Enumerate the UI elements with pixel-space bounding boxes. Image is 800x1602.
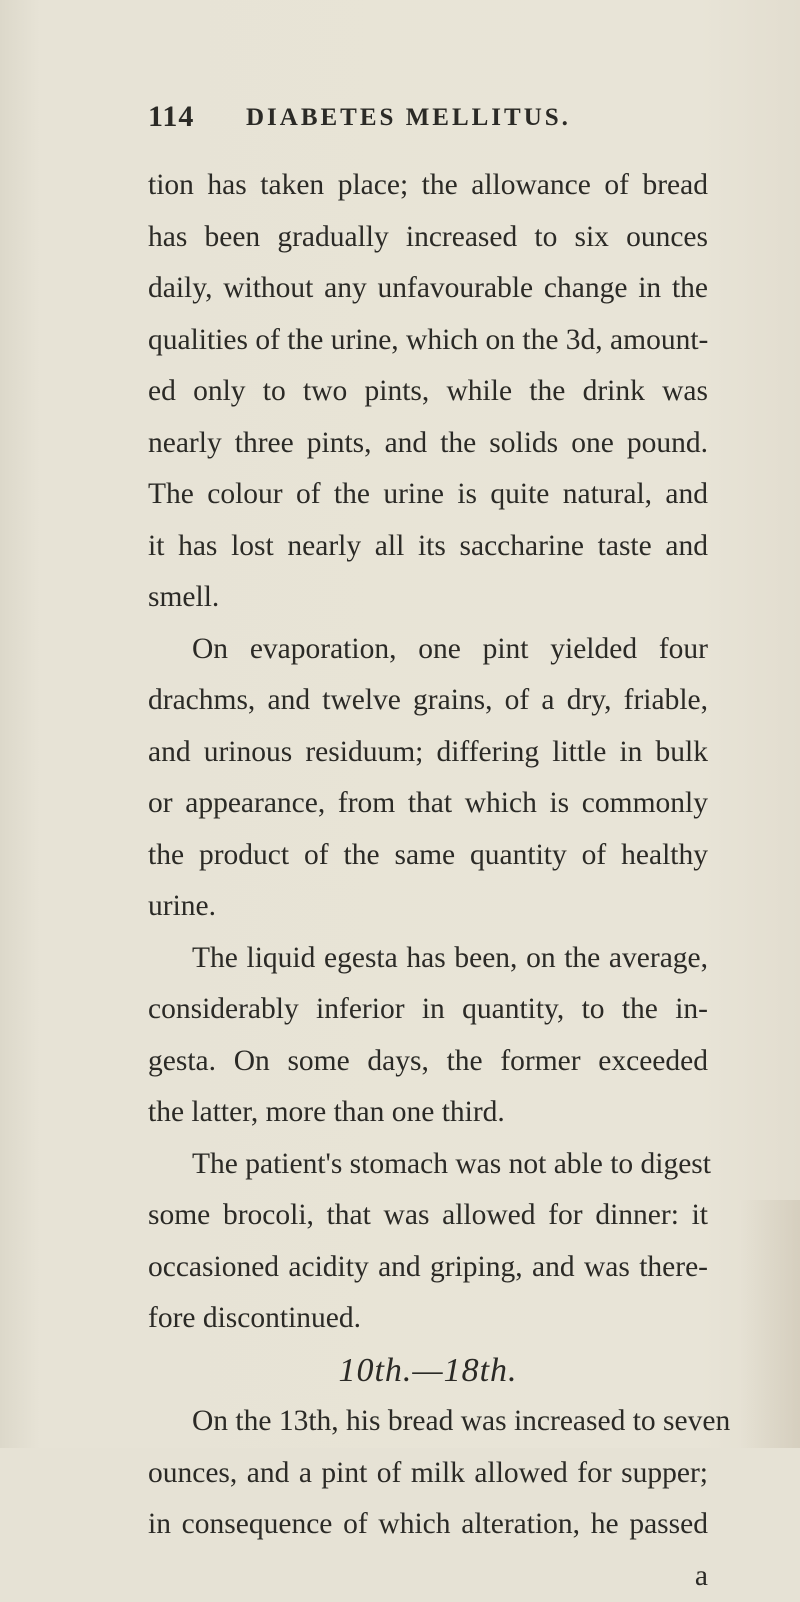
text-line: it has lost nearly all its saccharine taste and: [148, 521, 708, 573]
text-line: occasioned acidity and griping, and was there-: [148, 1242, 708, 1294]
paragraph-end-line: smell.: [148, 572, 708, 624]
text-line: drachms, and twelve grains, of a dry, friable,: [148, 675, 708, 727]
paragraph-start-line: The patient's stomach was not able to digest: [148, 1139, 708, 1191]
text-line: ed only to two pints, while the drink was: [148, 366, 708, 418]
paragraph-end-line: fore discontinued.: [148, 1293, 708, 1345]
text-line: has been gradually increased to six ounces: [148, 212, 708, 264]
running-title: DIABETES MELLITUS.: [246, 104, 571, 132]
text-line: considerably inferior in quantity, to the in-: [148, 984, 708, 1036]
paragraph-start-line: On the 13th, his bread was increased to seven: [148, 1396, 708, 1448]
date-heading: 10th.—18th.: [148, 1345, 708, 1397]
text-line: qualities of the urine, which on the 3d, amount-: [148, 315, 708, 367]
page-edge-shadow: [740, 1200, 800, 1448]
text-line: or appearance, from that which is commonly: [148, 778, 708, 830]
text-line: The colour of the urine is quite natural, and: [148, 469, 708, 521]
page-header: [148, 100, 708, 140]
catchword: a: [148, 1551, 708, 1602]
page-number: 114: [148, 100, 194, 134]
text-line: daily, without any unfavourable change in the: [148, 263, 708, 315]
text-line: in consequence of which alteration, he passed: [148, 1499, 708, 1551]
paragraph-start-line: On evaporation, one pint yielded four: [148, 624, 708, 676]
text-line: the product of the same quantity of healthy: [148, 830, 708, 882]
text-line: ounces, and a pint of milk allowed for supper;: [148, 1448, 708, 1500]
text-line: tion has taken place; the allowance of bread: [148, 160, 708, 212]
text-line: and urinous residuum; differing little in bulk: [148, 727, 708, 779]
paragraph-start-line: The liquid egesta has been, on the average,: [148, 933, 708, 985]
text-line: some brocoli, that was allowed for dinner: it: [148, 1190, 708, 1242]
text-line: gesta. On some days, the former exceeded: [148, 1036, 708, 1088]
body-text: [148, 160, 708, 1602]
paragraph-end-line: urine.: [148, 881, 708, 933]
text-line: nearly three pints, and the solids one pound.: [148, 418, 708, 470]
paragraph-end-line: the latter, more than one third.: [148, 1087, 708, 1139]
